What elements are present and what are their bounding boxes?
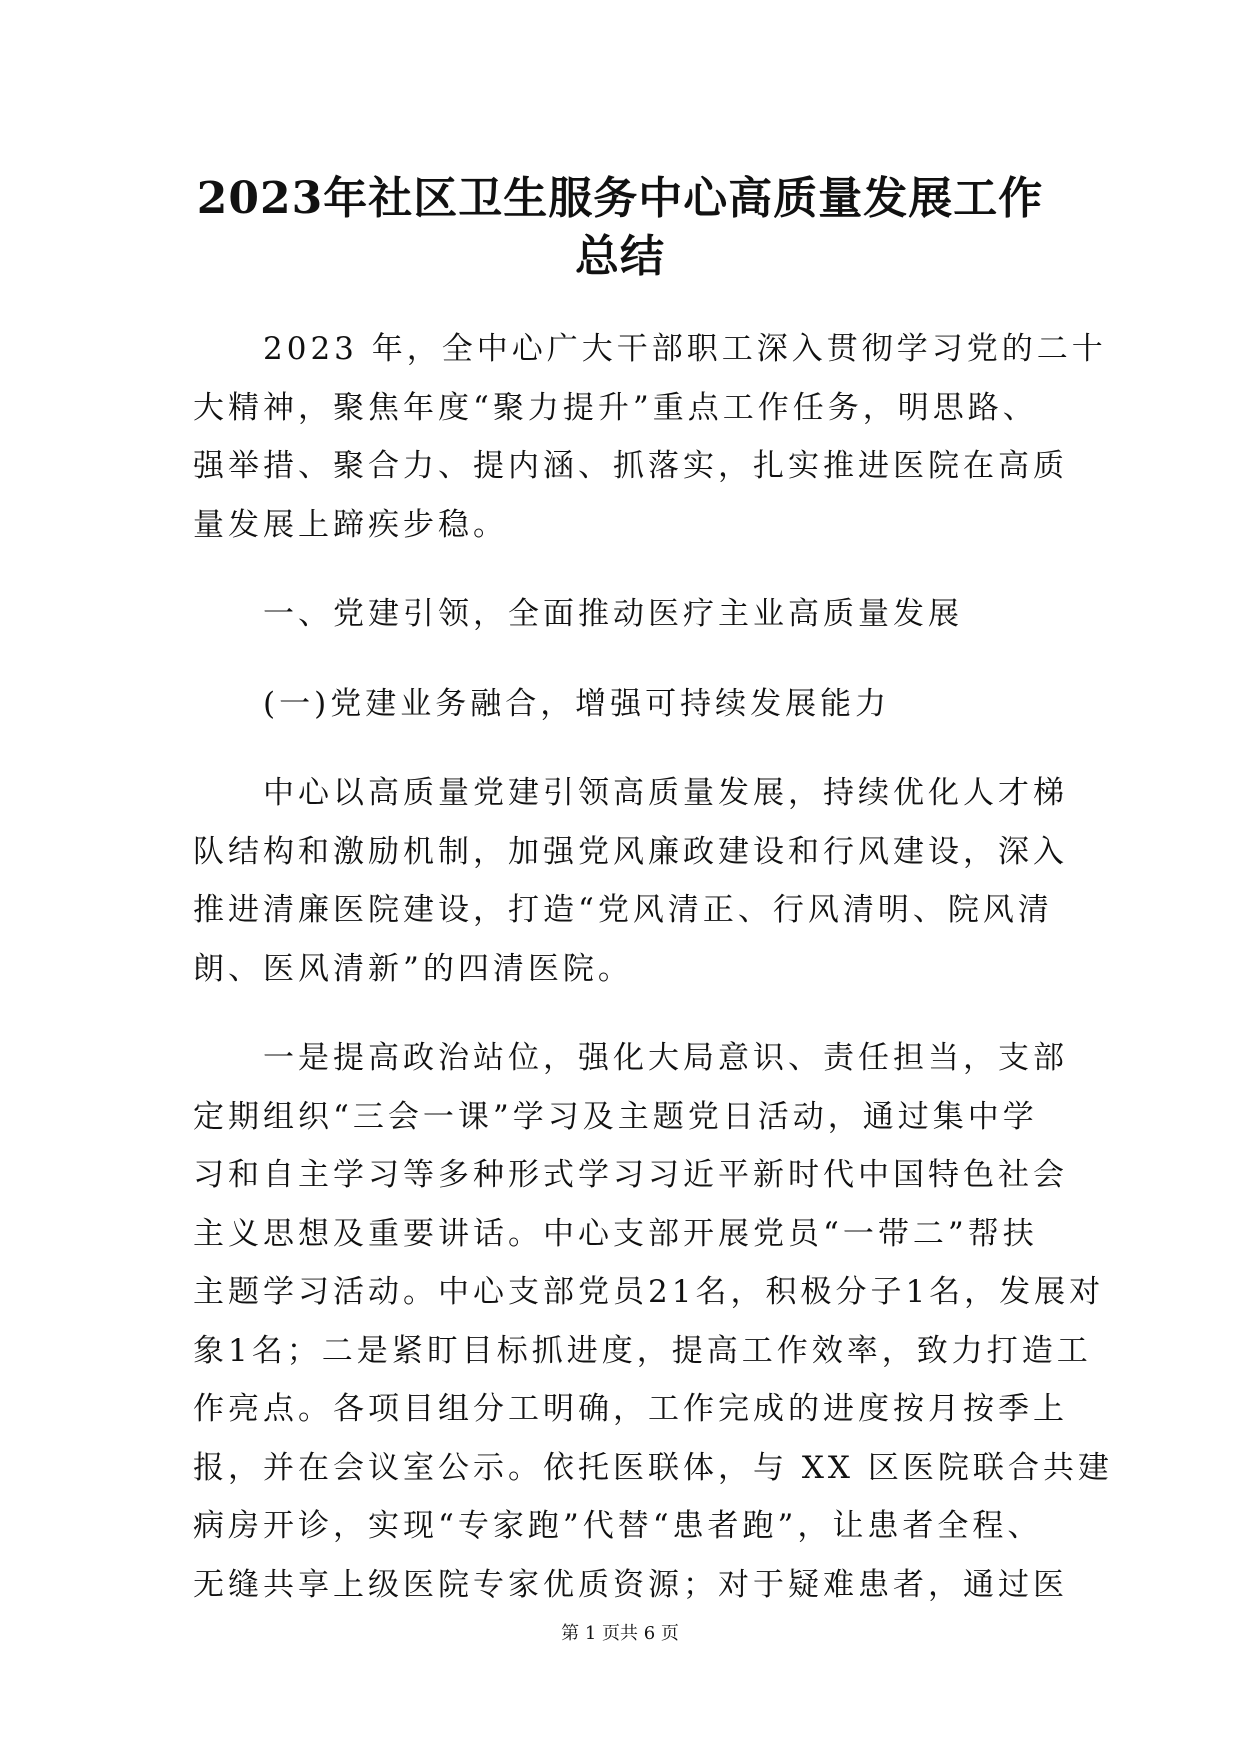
- text-line: 强举措、聚合力、提内涵、抓落实，扎实推进医院在高质: [193, 448, 1068, 484]
- page-number-footer: 第 1 页共 6 页: [561, 1623, 679, 1644]
- subsection-heading-1: [193, 675, 1063, 734]
- text-line: 报，并在会议室公示。依托医联体，与 XX 区医院联合共建: [193, 1449, 1113, 1486]
- text-line: 无缝共享上级医院专家优质资源；对于疑难患者，通过医: [193, 1566, 1068, 1603]
- text-line: 量发展上蹄疾步稳。: [193, 506, 508, 543]
- text-line: 2023 年，全中心广大干部职工深入贯彻学习党的二十: [193, 331, 1107, 367]
- text-line: 作亮点。各项目组分工明确，工作完成的进度按月按季上: [193, 1391, 1068, 1427]
- text-line: 病房开诊，实现“专家跑”代替“患者跑”，让患者全程、: [193, 1508, 1043, 1544]
- text-line: 主义思想及重要讲话。中心支部开展党员“一带二”帮扶: [193, 1215, 1038, 1252]
- title-line-1: 2023年社区卫生服务中心高质量发展工作: [196, 173, 1044, 224]
- body-paragraph-2: [193, 1029, 1113, 1614]
- text-line: 推进清廉医院建设，打造“党风清正、行风清明、院风清: [193, 892, 1053, 928]
- body-paragraph-1: [193, 764, 1068, 998]
- page-title: [150, 170, 1090, 286]
- section-heading-1: [193, 585, 1063, 644]
- text-line: 队结构和激励机制，加强党风廉政建设和行风建设，深入: [193, 833, 1068, 870]
- title-line-2: 总结: [575, 231, 665, 282]
- text-line: 象1名；二是紧盯目标抓进度，提高工作效率，致力打造工: [193, 1332, 1092, 1369]
- heading-line: 一、党建引领，全面推动医疗主业高质量发展: [193, 596, 963, 632]
- text-line: 朗、医风清新”的四清医院。: [193, 950, 633, 987]
- text-line: 大精神，聚焦年度“聚力提升”重点工作任务，明思路、: [193, 389, 1038, 426]
- text-line: 定期组织“三会一课”学习及主题党日活动，通过集中学: [193, 1098, 1038, 1135]
- heading-line: (一)党建业务融合，增强可持续发展能力: [193, 685, 891, 722]
- text-line: 主题学习活动。中心支部党员21名，积极分子1名，发展对: [193, 1274, 1105, 1310]
- text-line: 中心以高质量党建引领高质量发展，持续优化人才梯: [193, 775, 1068, 811]
- text-line: 一是提高政治站位，强化大局意识、责任担当，支部: [193, 1040, 1068, 1076]
- text-line: 习和自主学习等多种形式学习习近平新时代中国特色社会: [193, 1157, 1068, 1193]
- document-body: [193, 320, 1113, 1645]
- intro-paragraph: [193, 320, 1107, 554]
